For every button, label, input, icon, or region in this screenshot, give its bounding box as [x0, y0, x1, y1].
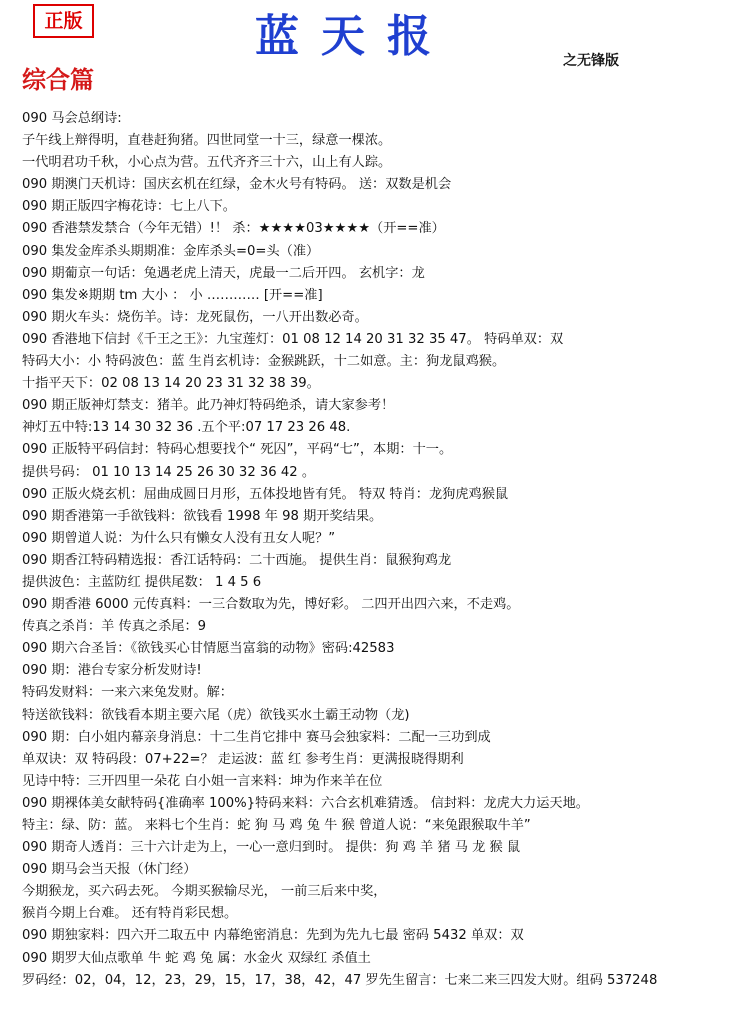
text-line: 单双诀：双 特码段：07+22=？ 走运波：蓝 红 参考生肖：更满报晓得期利 — [22, 751, 464, 767]
text-line: 090 期：港台专家分析发财诗! — [22, 663, 202, 679]
text-line: 090 期正版神灯禁支：猪羊。此乃神灯特码绝杀，请大家参考！ — [22, 398, 395, 414]
text-line: 090 期罗大仙点歌单 牛 蛇 鸡 兔 属：水金火 双绿红 杀值土 — [22, 950, 371, 966]
text-line: 今期猴龙，买六码去死。 今期买猴输尽光， 一前三后来中奖， — [22, 884, 387, 900]
text-line: 特码大小：小 特码波色：蓝 生肖玄机诗：金猴跳跃，十二如意。主：狗龙鼠鸡猴。 — [22, 354, 506, 370]
text-line: 090 期裸体美女献特码{准确率 100%}特码来料：六合玄机难猜透。 信封料：龙虎大力运天地。 — [22, 795, 589, 811]
text-line: 一代明君功千秋，小心点为营。五代齐齐三十六，山上有人踪。 — [22, 155, 392, 171]
text-line: 090 期六合圣旨：《欲钱买心甘情愿当富翁的动物》密码:42583 — [22, 641, 395, 657]
text-line: 090 期香港 6000 元传真料：一三合数取为先，博好彩。 二四开出四六来，不走鸡。 — [22, 597, 520, 613]
text-line: 神灯五中特:13 14 30 32 36 .五个平:07 17 23 26 48. — [22, 420, 351, 436]
text-line: 提供波色：主蓝防红 提供尾数： 1 4 5 6 — [22, 574, 262, 590]
text-line: 090 马会总纲诗: — [22, 111, 122, 126]
version-badge: 正版 — [33, 4, 94, 38]
text-line: 见诗中特：三开四里一朵花 白小姐一言来料：坤为作来羊在位 — [22, 773, 383, 789]
text-line: 罗码经：02，04，12，23，29，15，17，38，42，47 罗先生留言：七来二来三四发大财。组码 537248 — [22, 972, 658, 988]
text-line: 特码发财料：一来六来兔发财。解： — [22, 685, 233, 701]
text-line: 特送欲钱料：欲钱看本期主要六尾（虎）欲钱买水土霸王动物（龙) — [22, 707, 410, 723]
text-line: 子午线上辩得明，直巷赶狗猪。四世同堂一十三，绿意一棵浓。 — [22, 133, 392, 149]
page-title: 蓝天报 — [255, 11, 453, 62]
text-line: 090 期香港第一手欲钱料：欲钱看 1998 年 98 期开奖结果。 — [22, 508, 383, 524]
text-line: 090 期马会当天报（休门经） — [22, 862, 197, 878]
text-line: 090 集发金库杀头期期准：金库杀头=0=头（准） — [22, 243, 320, 259]
text-line: 传真之杀肖：羊 传真之杀尾：9 — [22, 619, 207, 635]
text-line: 猴肖今期上台难。 还有特肖彩民想。 — [22, 906, 238, 922]
text-line: 090 香港地下信封《千王之王》：九宝莲灯：01 08 12 14 20 31 32 35 47。 特码单双：双 — [22, 331, 564, 347]
text-line: 090 期澳门天机诗：国庆玄机在红绿，金木火号有特码。 送：双数是机会 — [22, 177, 452, 193]
text-line: 特主：绿、防：蓝。 来料七个生肖：蛇 狗 马 鸡 兔 牛 猴 曾道人说：“来兔跟猴取牛羊” — [22, 818, 531, 833]
text-line: 十指平天下：02 08 13 14 20 23 31 32 38 39。 — [22, 376, 320, 392]
text-line: 090 正版火烧玄机：屈曲成圆日月形，五体投地皆有凭。 特双 特肖：龙狗虎鸡猴鼠 — [22, 486, 509, 502]
text-line: 090 期：白小姐内幕亲身消息：十二生肖它排中 赛马会独家料：二配一三功到成 — [22, 729, 491, 745]
text-line: 提供号码： 01 10 13 14 25 26 30 32 36 42 。 — [22, 464, 316, 480]
content-lines — [22, 108, 738, 992]
text-line: 090 香港禁发禁合（今年无错）!！ 杀：★★★★03★★★★（开==准） — [22, 221, 445, 237]
text-line: 090 期曾道人说：为什么只有懒女人没有丑女人呢？” — [22, 530, 336, 546]
text-line: 090 集发※期期 tm 大小 ： 小 ………… [开==准] — [22, 287, 323, 303]
text-line: 090 期奇人透肖：三十六计走为上，一心一意归到时。 提供：狗 鸡 羊 猪 马 龙 猴 鼠 — [22, 840, 521, 856]
text-line: 090 期香江特码精选报：香江话特码：二十西施。 提供生肖：鼠猴狗鸡龙 — [22, 552, 452, 568]
edition-subtitle: 之无锋版 — [563, 53, 619, 69]
text-line: 090 期正版四字梅花诗：七上八下。 — [22, 199, 236, 215]
text-line: 090 正版特平码信封：特码心想要找个“ 死囚”，平码“七”，本期：十一。 — [22, 442, 453, 458]
section-heading: 综合篇 — [22, 65, 94, 94]
text-line: 090 期独家料：四六开二取五中 内幕绝密消息：先到为先九七最 密码 5432 单双：双 — [22, 928, 524, 944]
text-line: 090 期火车头：烧伤羊。诗：龙死鼠伤，一八开出数必奇。 — [22, 309, 368, 325]
text-line: 090 期葡京一句话：兔遇老虎上清天，虎最一二后开四。 玄机字：龙 — [22, 265, 425, 281]
